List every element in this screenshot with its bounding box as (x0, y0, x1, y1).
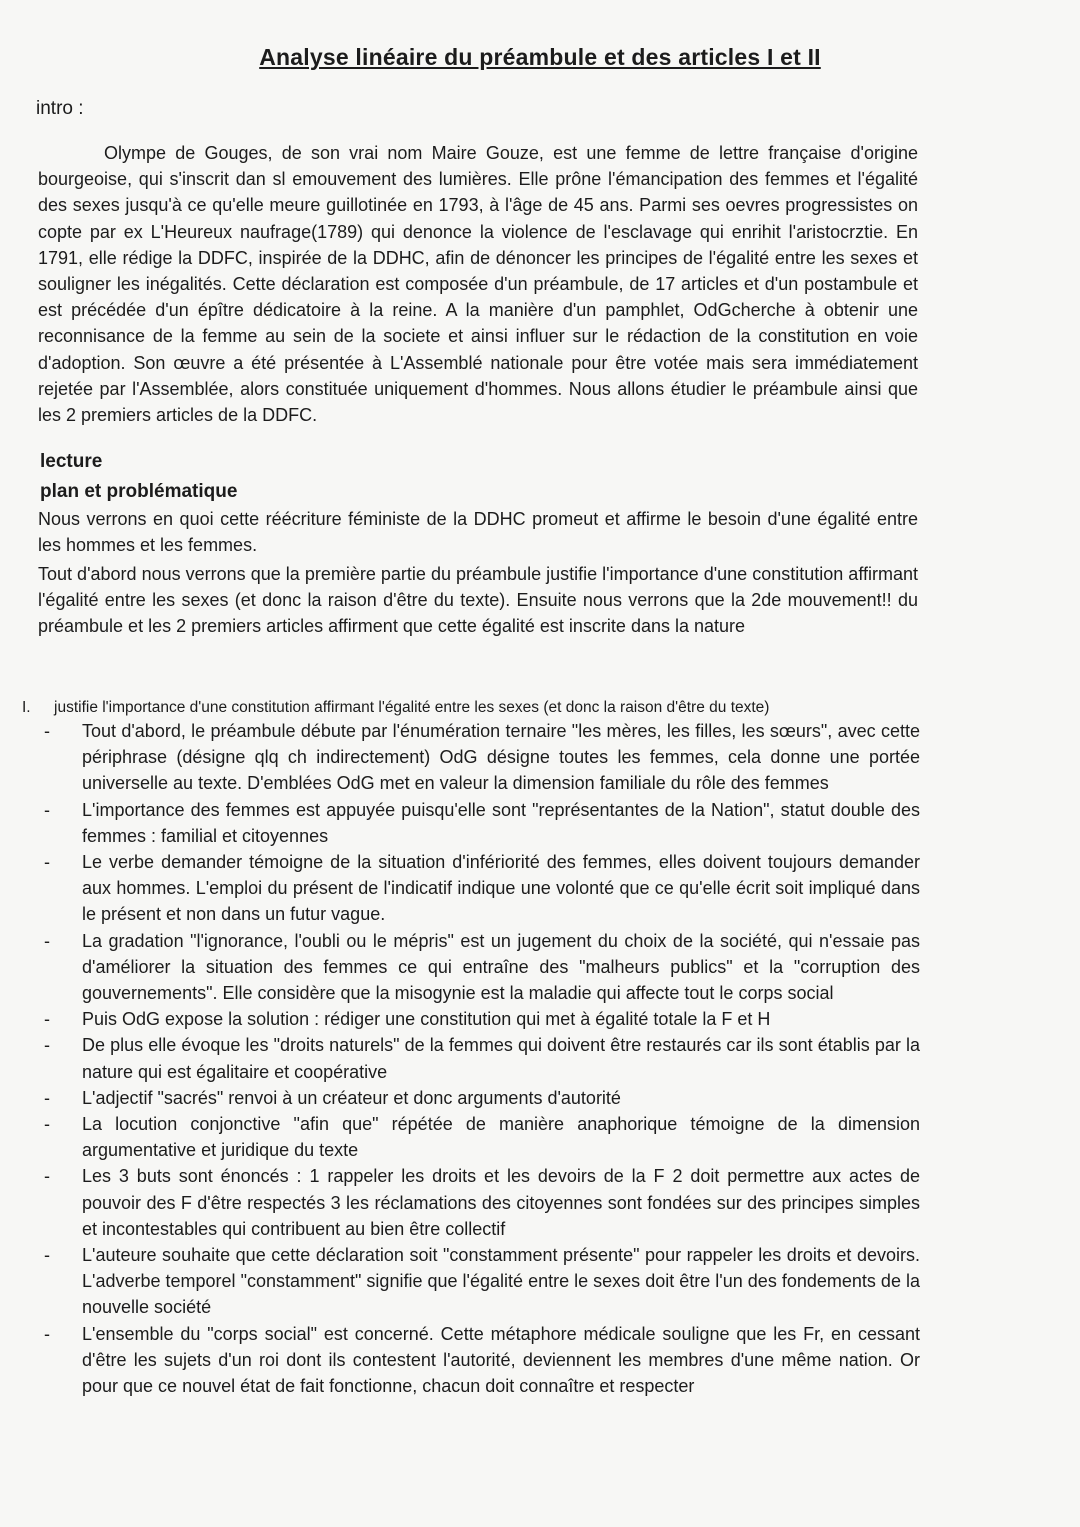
bullet-dash: - (44, 1323, 50, 1344)
bullet-dash: - (44, 1087, 50, 1108)
list-item (38, 849, 920, 928)
bullet-dash: - (44, 1245, 50, 1266)
bullet-dash: - (44, 1009, 50, 1030)
list-item (38, 1085, 920, 1111)
bullet-dash: - (44, 799, 50, 820)
bullet-dash: - (44, 1035, 50, 1056)
intro-paragraph: Olympe de Gouges, de son vrai nom Maire Gouze, est une femme de lettre française d'origine bourgeoise, qui s'inscrit dan sl emouvement des lumières. Elle prône l'émancipation des femmes et l'égalité des sexes jusqu'à ce qu'elle meure guillotinée en 1793, à l'âge de 45 ans. Parmi ses oevres progressistes on copte par ex L'Heureux naufrage(1789) qui denonce la violence de l'esclavage qui enrihit l'aristocrztie. En 1791, elle rédige la DDFC, inspirée de la DDHC, afin de dénoncer les principes de l'égalité entre les sexes et souligner les inégalités. Cette déclaration est composée d'un préambule, de 17 articles et d'un postambule et est précédée d'un épître dédicatoire à la reine. A la manière d'un pamphlet, OdGcherche à obtenir une reconnisance de la femme au sein de la societe et ainsi influer sur le rédaction de la constitution en voie d'adoption. Son œuvre a été présentée à L'Assemblé nationale pour être votée mais sera immédiatement rejetée par l'Assemblée, alors constituée uniquement d'hommes. Nous allons étudier le préambule ainsi que les 2 premiers articles de la DDFC. (38, 143, 918, 426)
plan-paragraph-2: Tout d'abord nous verrons que la première partie du préambule justifie l'importance d'une constitution affirmant l'égalité entre les sexes (et donc la raison d'être du texte). Ensuite nous verrons que la 2de mouvement!! du préambule et les 2 premiers articles affirment que cette égalité est inscrite dans la nature (38, 564, 918, 637)
intro-label: intro : (36, 98, 84, 119)
plan-paragraph-1: Nous verrons en quoi cette réécriture féministe de la DDHC promeut et affirme le besoin d'une égalité entre les hommes et les femmes. (38, 509, 918, 556)
list-item-text: La locution conjonctive "afin que" répétée de manière anaphorique témoigne de la dimension argumentative et juridique du texte (82, 1114, 920, 1161)
bullet-dash: - (44, 1166, 50, 1187)
list-item (38, 1163, 920, 1242)
list-item-text: Tout d'abord, le préambule débute par l'énumération ternaire "les mères, les filles, les sœurs", avec cette périphrase (désigne qlq ch indirectement) OdG désigne toutes les femmes, cela donne une portée universelle au texte. D'emblées OdG met en valeur la dimension familiale du rôle des femmes (82, 721, 920, 794)
plan-label: plan et problématique (40, 481, 238, 502)
list-item-text: L'importance des femmes est appuyée puisqu'elle sont "représentantes de la Nation", statut double des femmes : familial et citoyennes (82, 799, 920, 846)
list-item (38, 718, 920, 797)
bullet-dash: - (44, 721, 50, 741)
list-item-text: Puis OdG expose la solution : rédiger une constitution qui met à égalité totale la F et H (82, 1009, 771, 1030)
list-item-text: L'adjectif "sacrés" renvoi à un créateur et donc arguments d'autorité (82, 1087, 621, 1108)
list-item (38, 1032, 920, 1084)
list-item-text: La gradation "l'ignorance, l'oubli ou le mépris" est un jugement du choix de la société, qui n'essaie pas d'améliorer la situation des femmes ce qui entraîne des "malheurs publics" et la "corruption des gouvernements". Elle considère que la misogynie est la maladie qui affecte tout le corps social (82, 930, 920, 1004)
list-item-text: L'auteure souhaite que cette déclaration soit "constamment présente" pour rappeler les droits et devoirs. L'adverbe temporel "constamment" signifie que l'égalité entre le sexes doit être l'un des fondements de la nouvelle société (82, 1245, 920, 1318)
list-item-text: De plus elle évoque les "droits naturels" de la femmes qui doivent être restaurés car ils sont établis par la nature qui est égalitaire et coopérative (82, 1035, 920, 1082)
list-item (38, 1006, 920, 1032)
list-item-text: L'ensemble du "corps social" est concerné. Cette métaphore médicale souligne que les Fr, en cessant d'être les sujets d'un roi dont ils contestent l'autorité, deviennent les membres d'une même nation. Or pour que ce nouvel état de fait fonctionne, chacun doit connaître et respecter (82, 1323, 920, 1397)
list-item (38, 928, 920, 1007)
bullet-dash: - (44, 852, 50, 873)
list-item (38, 1242, 920, 1321)
bullet-dash: - (44, 1114, 50, 1135)
section-heading-text: justifie l'importance d'une constitution affirmant l'égalité entre les sexes (et donc la raison d'être du texte) (54, 699, 770, 716)
list-item (38, 797, 920, 849)
list-item (38, 1321, 920, 1400)
lecture-label: lecture (40, 451, 103, 472)
list-item-text: Les 3 buts sont énoncés : 1 rappeler les droits et les devoirs de la F 2 doit permettre aux actes de pouvoir des F d'être respectés 3 les réclamations des citoyennes sont fondées sur des principes simples et incontestables qui contribuent au bien être collectif (82, 1166, 920, 1239)
list-item-text: Le verbe demander témoigne de la situation d'infériorité des femmes, elles doivent toujours demander aux hommes. L'emploi du présent de l'indicatif indique une volonté que ce qu'elle écrit soit impliqué dans le présent et non dans un futur vague. (82, 852, 920, 925)
bullet-dash: - (44, 930, 50, 951)
analysis-list (38, 718, 920, 1399)
document-title: Analyse linéaire du préambule et des articles I et II (259, 44, 821, 70)
list-item (38, 1111, 920, 1163)
section-heading (22, 699, 922, 717)
section-numeral: I. (22, 699, 31, 716)
